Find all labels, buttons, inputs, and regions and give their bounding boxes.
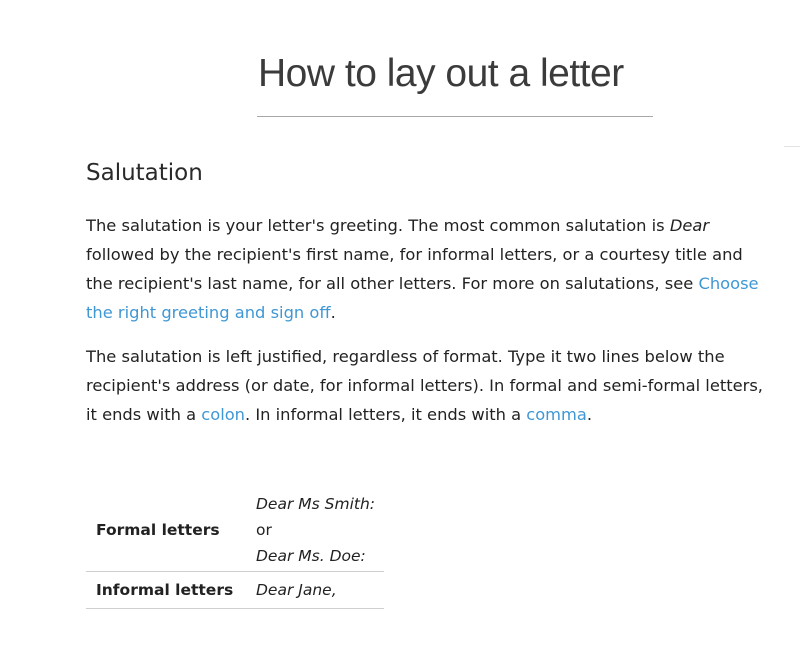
salutation-examples-table xyxy=(86,490,384,609)
comma-link[interactable]: comma xyxy=(526,405,587,424)
greeting-signoff-link-part1[interactable]: Choose xyxy=(698,274,759,293)
table-row-formal xyxy=(86,490,384,571)
paragraph-line xyxy=(86,211,776,240)
paragraph-line xyxy=(86,298,776,327)
paragraph-line: recipient's address (or date, for informal letters). In formal and semi-formal letters, xyxy=(86,376,763,395)
example-salutation: Dear Ms Smith: xyxy=(256,495,376,514)
paragraph-line: The salutation is left justified, regardless of format. Type it two lines below the xyxy=(86,347,725,366)
salutation-paragraph-1 xyxy=(86,211,776,327)
paragraph-text: . xyxy=(586,405,593,424)
example-connector: or xyxy=(256,521,272,540)
greeting-signoff-link-part2[interactable]: the right greeting and sign off xyxy=(86,303,331,322)
emphasis-dear: Dear xyxy=(669,216,710,235)
title-divider xyxy=(257,116,653,117)
table-row-label: Informal letters xyxy=(96,580,234,599)
paragraph-line: followed by the recipient's first name, for informal letters, or a courtesy title and xyxy=(86,245,743,264)
paragraph-text: the recipient's last name, for all other letters. For more on salutations, see xyxy=(86,274,699,293)
paragraph-text: . xyxy=(330,303,336,322)
example-salutation: Dear Ms. Doe: xyxy=(256,547,366,566)
table-row-values xyxy=(256,571,384,608)
paragraph-line xyxy=(86,400,776,429)
table-row-label: Formal letters xyxy=(96,521,220,540)
table-row-values xyxy=(256,490,384,571)
colon-link[interactable]: colon xyxy=(201,405,245,424)
paragraph-text: . In informal letters, it ends with a xyxy=(245,405,527,424)
paragraph-line xyxy=(86,269,776,298)
paragraph-text: The salutation is your letter's greeting. The most common salutation is xyxy=(86,216,670,235)
example-salutation: Dear Jane, xyxy=(256,580,337,599)
salutation-paragraph-2 xyxy=(86,342,776,429)
paragraph-text: it ends with a xyxy=(86,405,202,424)
table-row-informal xyxy=(86,571,384,608)
section-heading: Salutation xyxy=(86,160,203,186)
side-divider xyxy=(784,146,800,147)
page-title: How to lay out a letter xyxy=(258,52,624,95)
